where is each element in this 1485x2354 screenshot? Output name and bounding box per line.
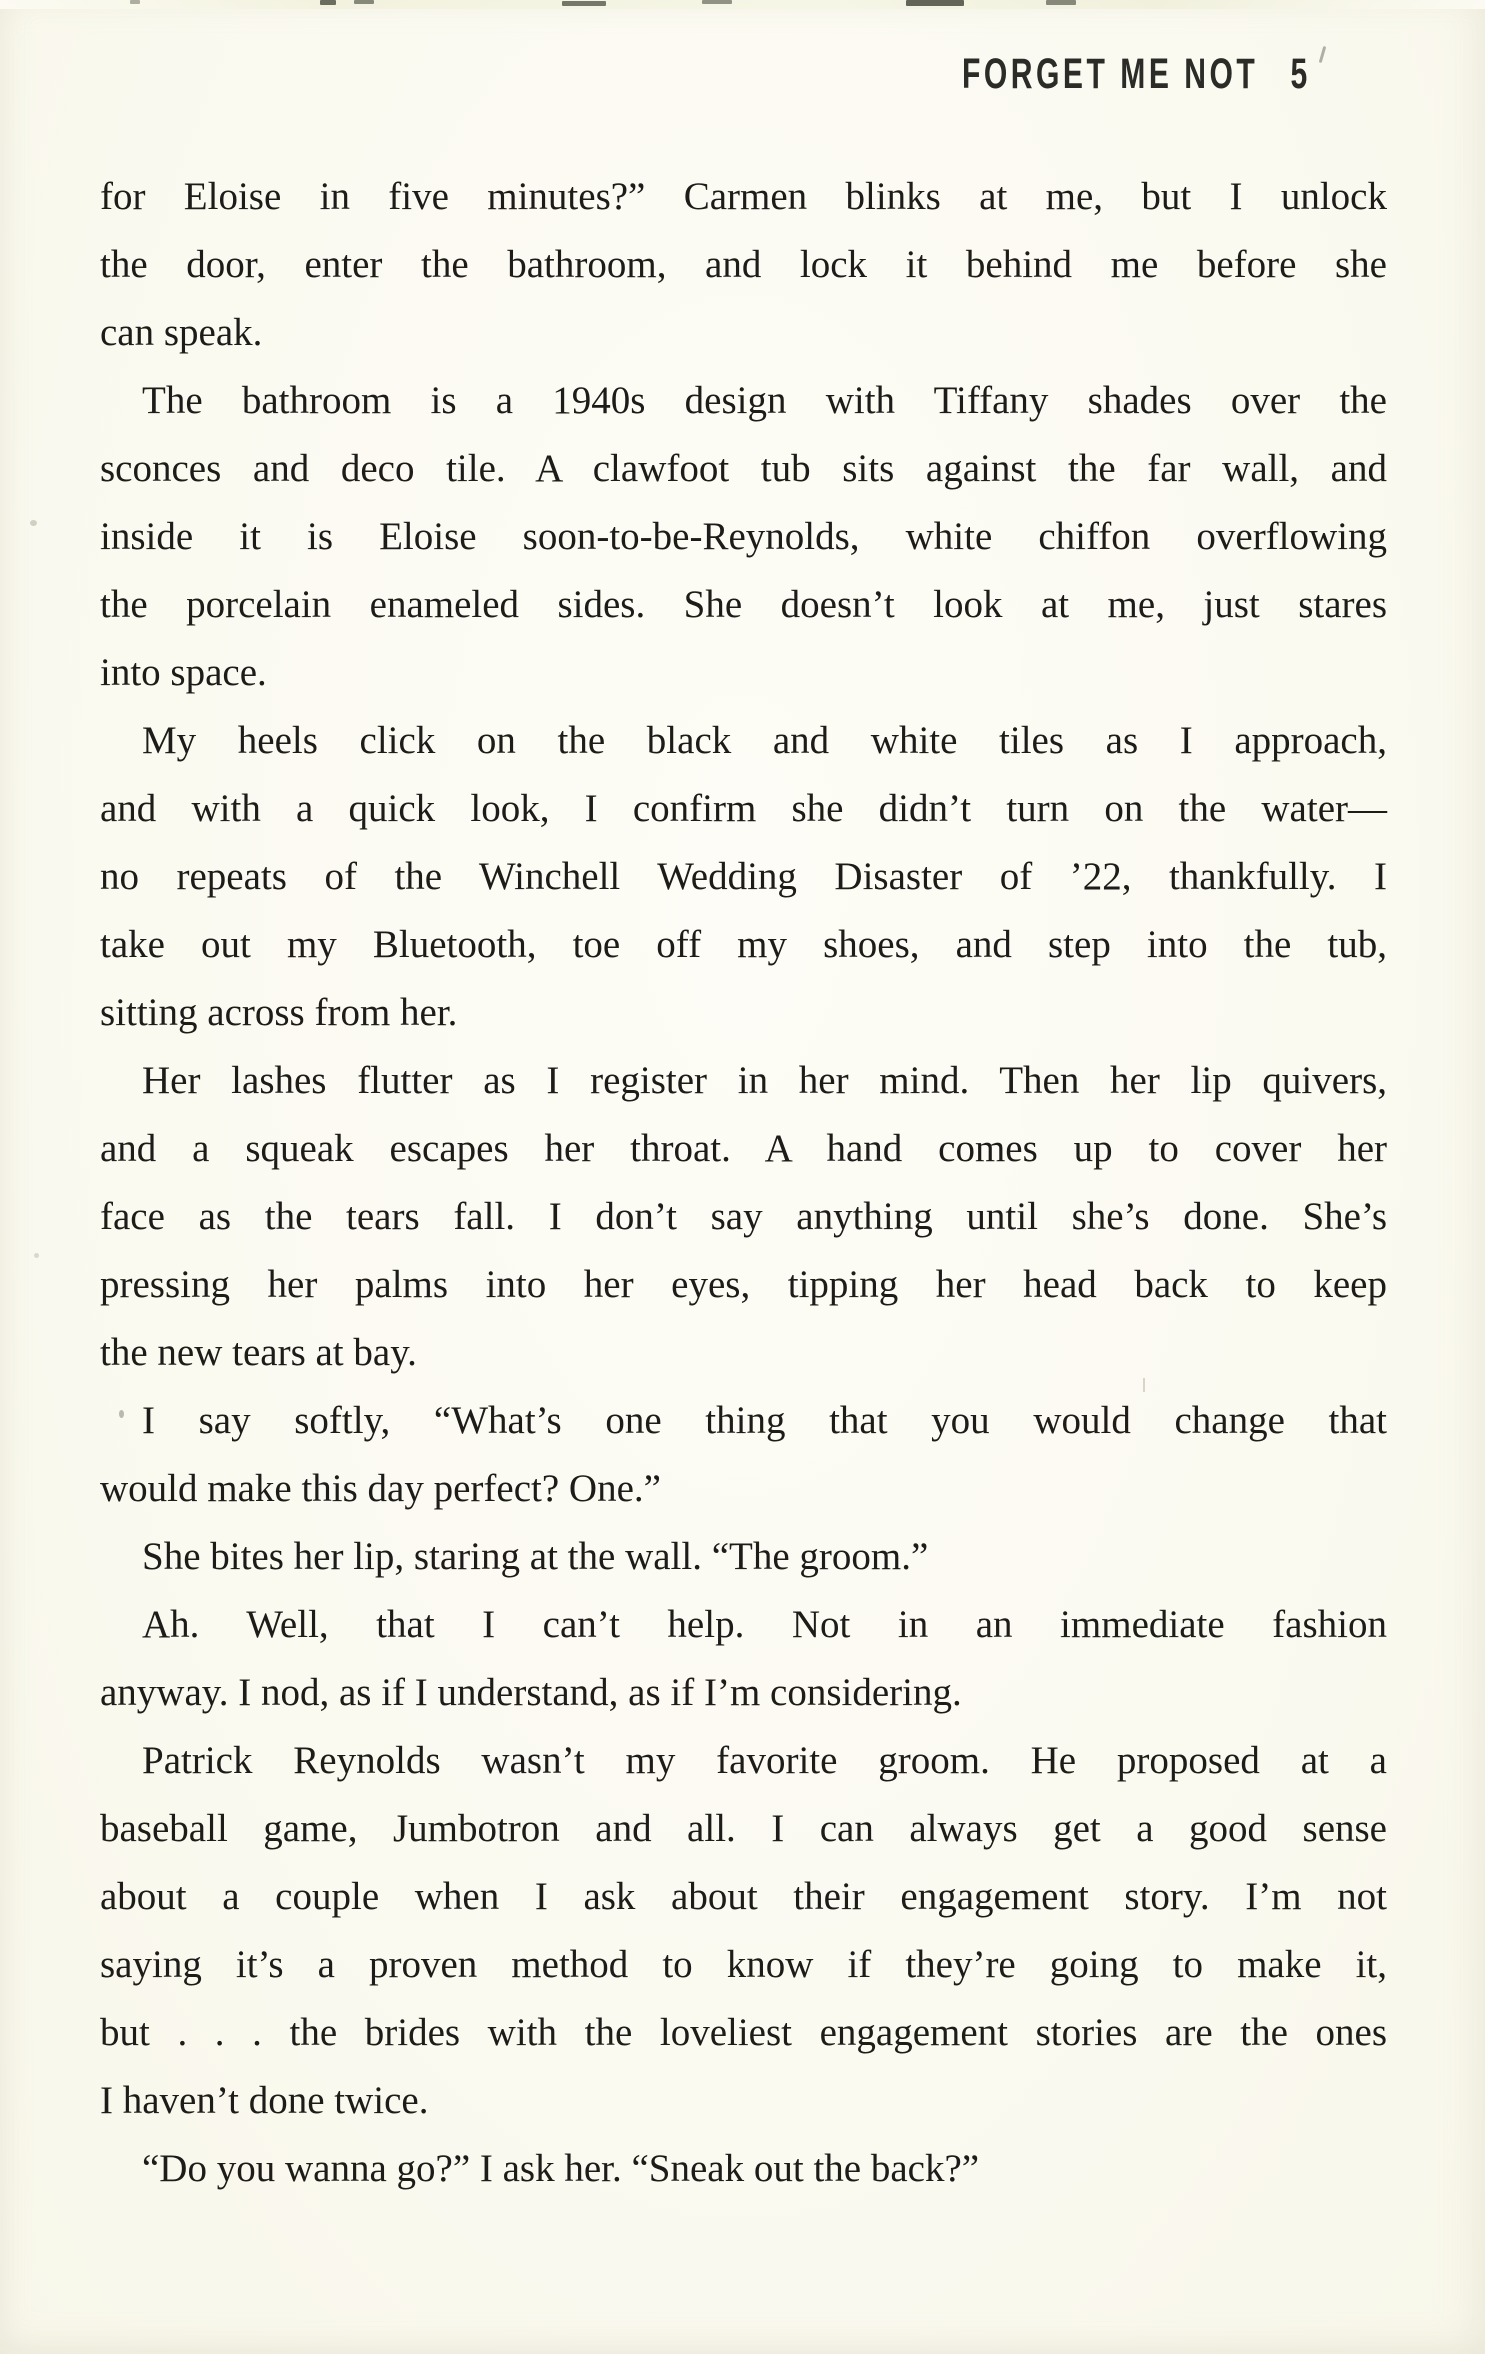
- scan-speck: [320, 0, 336, 5]
- text-line: but . . . the brides with the loveliest engagement stories are the ones: [100, 2011, 1387, 2054]
- scan-speck: [562, 1, 606, 6]
- paragraph: [100, 2135, 1387, 2203]
- text-line: for Eloise in five minutes?” Carmen blinks at me, but I unlock: [100, 175, 1387, 218]
- text-line: face as the tears fall. I don’t say anything until she’s done. She’s: [100, 1195, 1387, 1238]
- text-line: My heels click on the black and white tiles as I approach,: [142, 719, 1387, 762]
- text-line: The bathroom is a 1940s design with Tiffany shades over the: [142, 379, 1387, 422]
- text-block: [100, 163, 1387, 2203]
- scan-speck: [702, 0, 732, 4]
- page-top-edge: [0, 0, 1485, 9]
- paragraph: [100, 1523, 1387, 1591]
- paragraph: [100, 707, 1387, 1047]
- text-line: the new tears at bay.: [100, 1331, 417, 1374]
- text-line: Her lashes flutter as I register in her mind. Then her lip quivers,: [142, 1059, 1387, 1102]
- text-line: anyway. I nod, as if I understand, as if I’m considering.: [100, 1671, 962, 1714]
- text-line: sitting across from her.: [100, 991, 458, 1034]
- text-line: Ah. Well, that I can’t help. Not in an immediate fashion: [142, 1603, 1387, 1646]
- paragraph: [100, 1387, 1387, 1523]
- text-line: Patrick Reynolds wasn’t my favorite groom. He proposed at a: [142, 1739, 1387, 1782]
- scan-mark-dot: [30, 520, 37, 526]
- text-line: the door, enter the bathroom, and lock it behind me before she: [100, 243, 1387, 286]
- paragraph: [100, 1727, 1387, 2135]
- text-line: take out my Bluetooth, toe off my shoes, and step into the tub,: [100, 923, 1387, 966]
- page-number: 5: [1290, 50, 1307, 98]
- text-line: She bites her lip, staring at the wall. “The groom.”: [142, 1535, 929, 1578]
- text-line: can speak.: [100, 311, 263, 354]
- scan-speck: [906, 0, 964, 6]
- text-line: pressing her palms into her eyes, tipping her head back to keep: [100, 1263, 1387, 1306]
- paragraph: [100, 163, 1387, 367]
- scan-speck: [130, 0, 140, 4]
- running-title: FORGET ME NOT: [961, 50, 1259, 98]
- text-line: and a squeak escapes her throat. A hand comes up to cover her: [100, 1127, 1387, 1170]
- scan-speck: [354, 0, 374, 4]
- text-line: and with a quick look, I confirm she didn’t turn on the water—: [100, 787, 1387, 830]
- text-line: would make this day perfect? One.”: [100, 1467, 661, 1510]
- text-line: “Do you wanna go?” I ask her. “Sneak out the back?”: [142, 2147, 980, 2190]
- scan-mark-tick: [1319, 46, 1327, 63]
- paragraph: [100, 367, 1387, 707]
- text-line: inside it is Eloise soon-to-be-Reynolds, white chiffon overflowing: [100, 515, 1387, 558]
- text-line: into space.: [100, 651, 267, 694]
- text-line: saying it’s a proven method to know if they’re going to make it,: [100, 1943, 1387, 1986]
- text-line: about a couple when I ask about their engagement story. I’m not: [100, 1875, 1387, 1918]
- paragraph: [100, 1591, 1387, 1727]
- text-line: I say softly, “What’s one thing that you would change that: [142, 1399, 1387, 1442]
- text-line: sconces and deco tile. A clawfoot tub sits against the far wall, and: [100, 447, 1387, 490]
- text-line: baseball game, Jumbotron and all. I can always get a good sense: [100, 1807, 1387, 1850]
- text-line: the porcelain enameled sides. She doesn’t look at me, just stares: [100, 583, 1387, 626]
- text-line: I haven’t done twice.: [100, 2079, 429, 2122]
- paragraph: [100, 1047, 1387, 1387]
- scan-speck: [1046, 0, 1076, 5]
- running-header: [962, 50, 1307, 99]
- text-line: no repeats of the Winchell Wedding Disaster of ’22, thankfully. I: [100, 855, 1387, 898]
- scan-mark-dot: [34, 1253, 39, 1258]
